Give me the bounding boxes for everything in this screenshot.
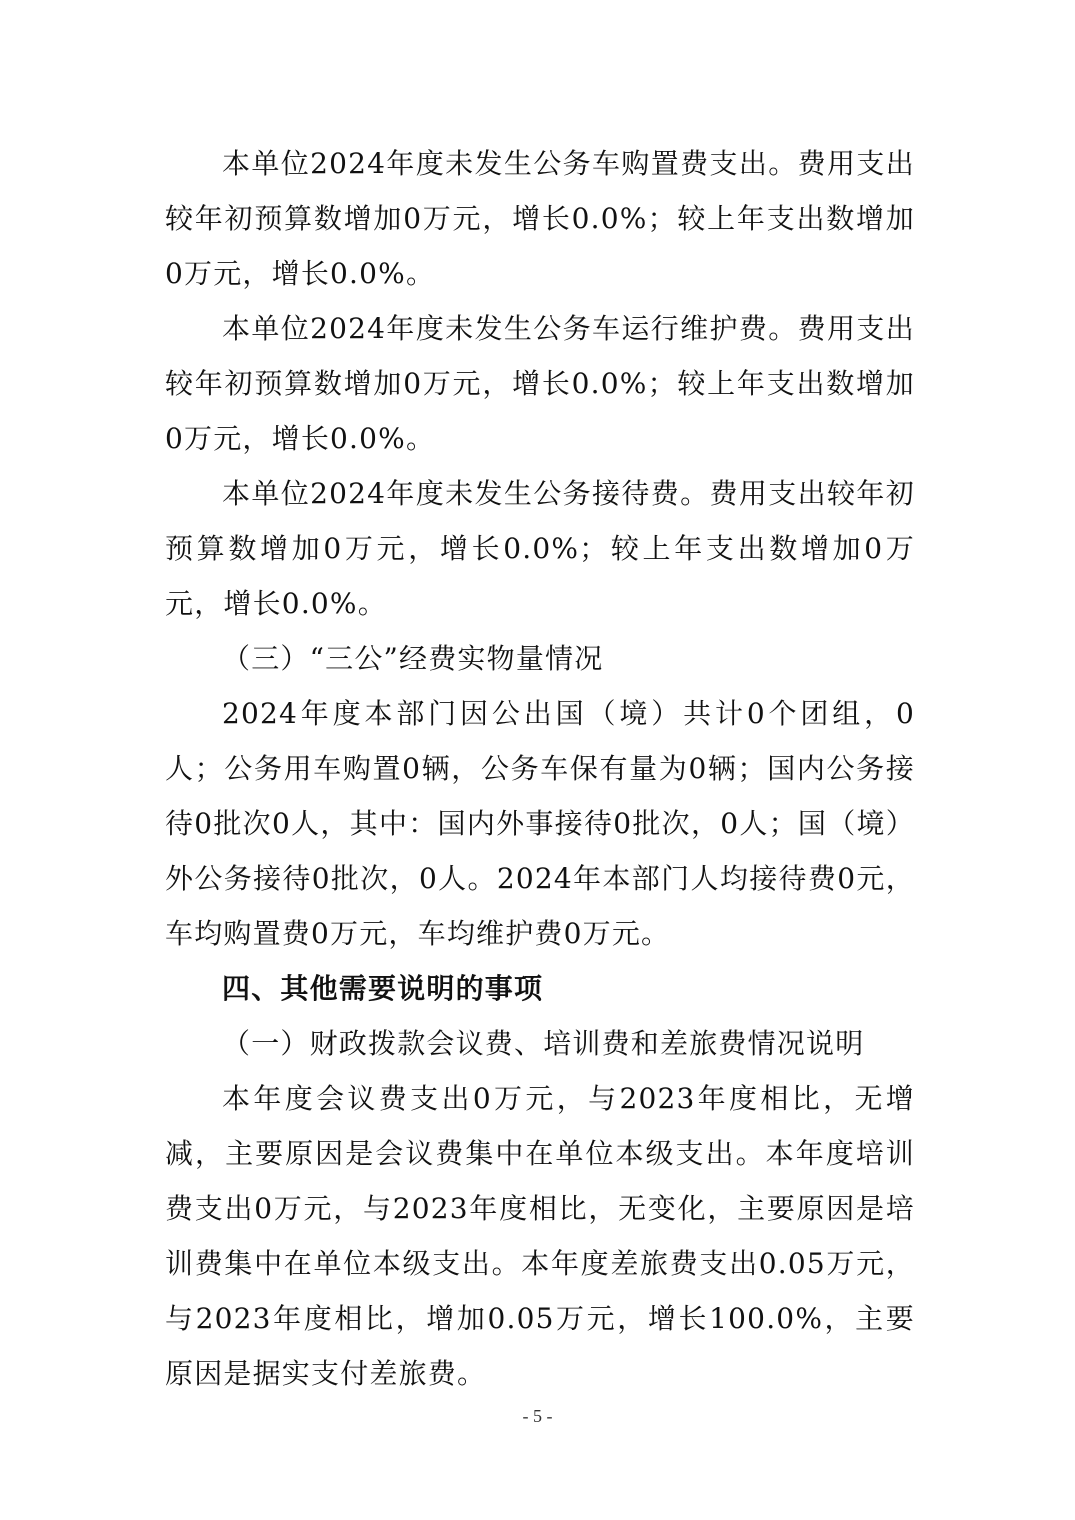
paragraph-vehicle-purchase: 本单位2024年度未发生公务车购置费支出。费用支出较年初预算数增加0万元，增长0.0%；较上年支出数增加0万元，增长0.0%。 [165, 147, 915, 290]
document-body [165, 136, 915, 1401]
subheading-meeting-training-travel: （一）财政拨款会议费、培训费和差旅费情况说明 [222, 1027, 865, 1060]
paragraph-reception: 本单位2024年度未发生公务接待费。费用支出较年初预算数增加0万元，增长0.0%；较上年支出数增加0万元，增长0.0%。 [165, 477, 915, 620]
section-heading-other-matters: 四、其他需要说明的事项 [222, 972, 544, 1005]
page-number: - 5 - [522, 1406, 553, 1426]
paragraph-meeting-training-travel: 本年度会议费支出0万元，与2023年度相比，无增减，主要原因是会议费集中在单位本级支出。本年度培训费支出0万元，与2023年度相比，无变化，主要原因是培训费集中在单位本级支出。本年度差旅费支出0.05万元，与2023年度相比，增加0.05万元，增长100.0%，主要原因是据实支付差旅费。 [165, 1082, 915, 1390]
subheading-physical-quantity: （三）“三公”经费实物量情况 [222, 642, 604, 675]
paragraph-vehicle-maintenance: 本单位2024年度未发生公务车运行维护费。费用支出较年初预算数增加0万元，增长0.0%；较上年支出数增加0万元，增长0.0%。 [165, 312, 915, 455]
paragraph-physical-quantity: 2024年度本部门因公出国（境）共计0个团组，0人；公务用车购置0辆，公务车保有量为0辆；国内公务接待0批次0人，其中：国内外事接待0批次，0人；国（境）外公务接待0批次，0人。2024年本部门人均接待费0元，车均购置费0万元，车均维护费0万元。 [165, 697, 915, 950]
